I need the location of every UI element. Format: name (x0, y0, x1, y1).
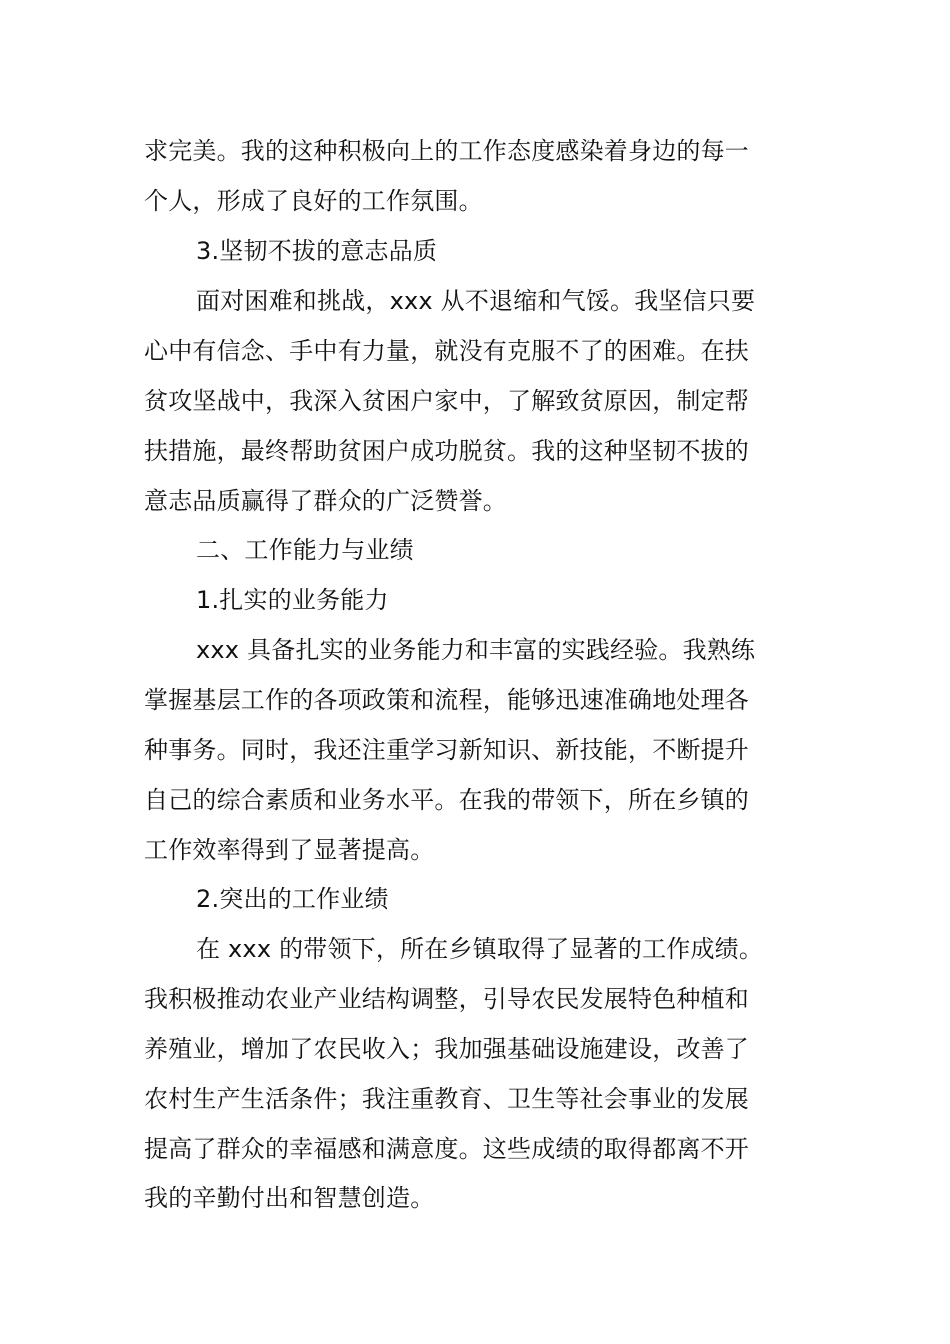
paragraph-line: 掌握基层工作的各项政策和流程，能够迅速准确地处理各 (144, 686, 749, 714)
paragraph-line: 扶措施，最终帮助贫困户成功脱贫。我的这种坚韧不拔的 (144, 437, 749, 465)
paragraph-line: 我的辛勤付出和智慧创造。 (144, 1184, 435, 1212)
paragraph-line: 农村生产生活条件；我注重教育、卫生等社会事业的发展 (144, 1085, 749, 1113)
paragraph-line: 在 xxx 的带领下，所在乡镇取得了显著的工作成绩。 (196, 935, 764, 963)
paragraph-line: 面对困难和挑战，xxx 从不退缩和气馁。我坚信只要 (196, 287, 756, 315)
paragraph-line: xxx 具备扎实的业务能力和丰富的实践经验。我熟练 (196, 636, 756, 664)
paragraph-line: 个人，形成了良好的工作氛围。 (144, 187, 483, 215)
subsection-heading: 3.坚韧不拔的意志品质 (196, 237, 438, 265)
subsection-heading: 2.突出的工作业绩 (196, 885, 389, 913)
paragraph-line: 心中有信念、手中有力量，就没有克服不了的困难。在扶 (144, 337, 749, 365)
paragraph-line: 自己的综合素质和业务水平。在我的带领下，所在乡镇的 (144, 786, 749, 814)
paragraph-line: 贫攻坚战中，我深入贫困户家中，了解致贫原因，制定帮 (144, 387, 749, 415)
paragraph-line: 种事务。同时，我还注重学习新知识、新技能，不断提升 (144, 736, 749, 764)
paragraph-line: 我积极推动农业产业结构调整，引导农民发展特色种植和 (144, 985, 749, 1013)
section-heading: 二、工作能力与业绩 (196, 536, 414, 564)
subsection-heading: 1.扎实的业务能力 (196, 586, 389, 614)
paragraph-line: 养殖业，增加了农民收入；我加强基础设施建设，改善了 (144, 1035, 749, 1063)
paragraph-line: 工作效率得到了显著提高。 (144, 836, 435, 864)
paragraph-line: 提高了群众的幸福感和满意度。这些成绩的取得都离不开 (144, 1135, 749, 1163)
paragraph-line: 意志品质赢得了群众的广泛赞誉。 (144, 487, 507, 515)
paragraph-line: 求完美。我的这种积极向上的工作态度感染着身边的每一 (144, 137, 749, 165)
